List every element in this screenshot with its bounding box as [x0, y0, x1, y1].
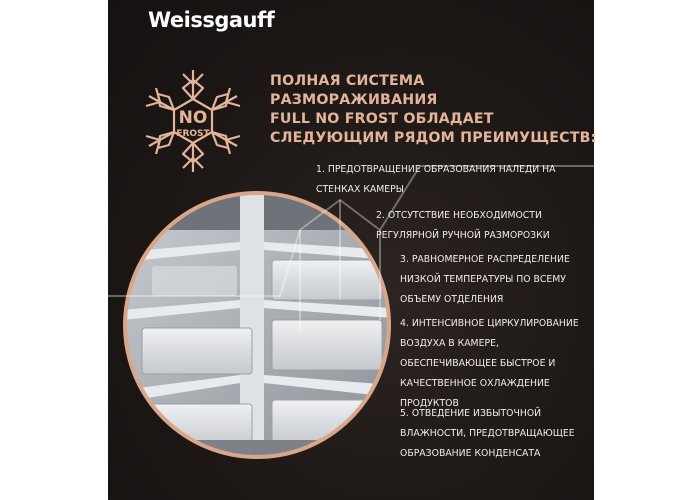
- benefit-line: 3. РАВНОМЕРНОЕ РАСПРЕДЕЛЕНИЕ: [400, 254, 570, 265]
- benefit-line: КАЧЕСТВЕННОЕ ОХЛАЖДЕНИЕ: [400, 378, 550, 389]
- benefit-line: ОБЕСПЕЧИВАЮЩЕЕ БЫСТРОЕ И: [400, 358, 556, 369]
- badge-frost-text: FROST: [176, 129, 210, 139]
- benefit-line: ВОЗДУХА В КАМЕРЕ,: [400, 338, 499, 349]
- no-frost-badge: [138, 66, 248, 176]
- benefit-line: 1. ПРЕДОТВРАЩЕНИЕ ОБРАЗОВАНИЯ НАЛЕДИ НА: [316, 164, 556, 175]
- headline-line: FULL NO FROST ОБЛАДАЕТ: [270, 111, 494, 127]
- benefit-line: ОБЪЕМУ ОТДЕЛЕНИЯ: [400, 294, 504, 305]
- benefit-line: ОБРАЗОВАНИЕ КОНДЕНСАТА: [400, 448, 541, 459]
- headline-line: ПОЛНАЯ СИСТЕМА: [270, 73, 425, 89]
- badge-no-text: NO: [178, 108, 208, 128]
- benefit-line: РЕГУЛЯРНОЙ РУЧНОЙ РАЗМОРОЗКИ: [376, 230, 550, 241]
- benefit-line: СТЕНКАХ КАМЕРЫ: [316, 184, 404, 195]
- benefit-line: 5. ОТВЕДЕНИЕ ИЗБЫТОЧНОЙ: [400, 408, 542, 419]
- benefit-line: 2. ОТСУТСТВИЕ НЕОБХОДИМОСТИ: [376, 210, 542, 221]
- benefit-line: ПРОДУКТОВ: [400, 398, 459, 409]
- benefit-line: НИЗКОЙ ТЕМПЕРАТУРЫ ПО ВСЕМУ: [400, 274, 566, 285]
- headline: [270, 72, 600, 148]
- brand-logo: Weissgauff: [148, 8, 275, 32]
- fridge-interior-photo: [122, 190, 392, 460]
- headline-line: СЛЕДУЮЩИМ РЯДОМ ПРЕИМУЩЕСТВ:: [270, 130, 597, 146]
- headline-line: РАЗМОРАЖИВАНИЯ: [270, 92, 438, 108]
- benefit-line: ВЛАЖНОСТИ, ПРЕДОТВРАЩАЮЩЕЕ: [400, 428, 575, 439]
- benefit-line: 4. ИНТЕНСИВНОЕ ЦИРКУЛИРОВАНИЕ: [400, 318, 579, 329]
